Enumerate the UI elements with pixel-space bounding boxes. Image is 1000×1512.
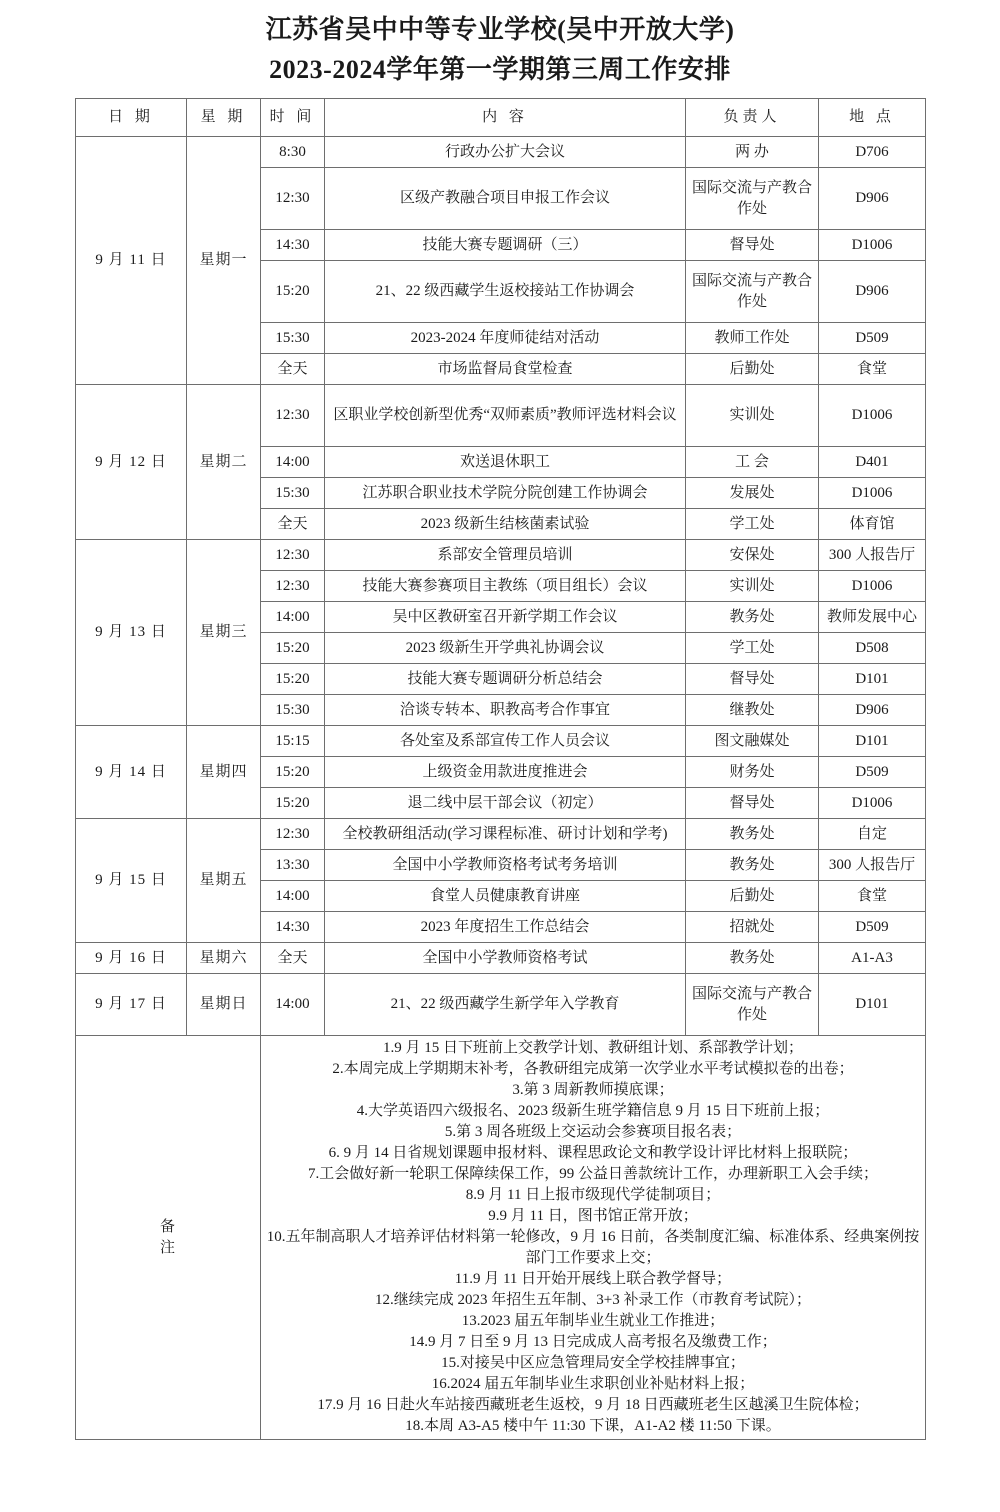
content-cell: 全国中小学教师资格考试考务培训: [325, 850, 686, 881]
responsible-cell: 督导处: [686, 788, 819, 819]
location-cell: D401: [819, 447, 926, 478]
time-cell: 12:30: [261, 571, 325, 602]
column-header-content: 内 容: [325, 99, 686, 137]
content-cell: 全校教研组活动(学习课程标准、研讨计划和学考): [325, 819, 686, 850]
location-cell: D906: [819, 695, 926, 726]
date-cell: 9 月 13 日: [76, 540, 187, 726]
note-item: 2.本周完成上学期期末补考，各教研组完成第一次学业水平考试模拟卷的出卷；: [332, 1061, 854, 1077]
responsible-cell: 招就处: [686, 912, 819, 943]
time-cell: 14:00: [261, 974, 325, 1036]
weekday-cell: 星期一: [187, 137, 261, 385]
content-cell: 市场监督局食堂检查: [325, 354, 686, 385]
weekday-cell: 星期六: [187, 943, 261, 974]
schedule-row: [76, 540, 926, 571]
column-header-time: 时 间: [261, 99, 325, 137]
content-cell: 技能大赛专题调研分析总结会: [325, 664, 686, 695]
schedule-row: [76, 726, 926, 757]
time-cell: 15:20: [261, 664, 325, 695]
time-cell: 14:00: [261, 602, 325, 633]
note-item: 16.2024 届五年制毕业生求职创业补贴材料上报；: [431, 1376, 755, 1392]
content-cell: 2023 级新生开学典礼协调会议: [325, 633, 686, 664]
column-header-location: 地 点: [819, 99, 926, 137]
location-cell: 300 人报告厅: [819, 850, 926, 881]
content-cell: 各处室及系部宣传工作人员会议: [325, 726, 686, 757]
column-header-date: 日 期: [76, 99, 187, 137]
content-cell: 全国中小学教师资格考试: [325, 943, 686, 974]
location-cell: D1006: [819, 571, 926, 602]
time-cell: 15:30: [261, 478, 325, 509]
schedule-row: [76, 819, 926, 850]
note-item: 14.9 月 7 日至 9 月 13 日完成成人高考报名及缴费工作；: [409, 1334, 777, 1350]
time-cell: 15:20: [261, 788, 325, 819]
note-item: 5.第 3 周各班级上交运动会参赛项目报名表；: [444, 1124, 742, 1140]
time-cell: 15:30: [261, 323, 325, 354]
note-item: 12.继续完成 2023 年招生五年制、3+3 补录工作（市教育考试院）；: [375, 1292, 811, 1308]
time-cell: 全天: [261, 354, 325, 385]
responsible-cell: 发展处: [686, 478, 819, 509]
location-cell: D101: [819, 974, 926, 1036]
weekday-cell: 星期日: [187, 974, 261, 1036]
content-cell: 技能大赛参赛项目主教练（项目组长）会议: [325, 571, 686, 602]
location-cell: D509: [819, 912, 926, 943]
location-cell: D509: [819, 323, 926, 354]
responsible-cell: 教务处: [686, 943, 819, 974]
weekly-schedule-table: [75, 98, 926, 1440]
responsible-cell: 督导处: [686, 664, 819, 695]
location-cell: D906: [819, 261, 926, 323]
responsible-cell: 教师工作处: [686, 323, 819, 354]
location-cell: 300 人报告厅: [819, 540, 926, 571]
responsible-cell: 实训处: [686, 385, 819, 447]
time-cell: 14:30: [261, 230, 325, 261]
responsible-cell: 继教处: [686, 695, 819, 726]
responsible-cell: 教务处: [686, 850, 819, 881]
column-header-responsible: 负责人: [686, 99, 819, 137]
time-cell: 全天: [261, 943, 325, 974]
time-cell: 15:15: [261, 726, 325, 757]
location-cell: D101: [819, 726, 926, 757]
location-cell: D906: [819, 168, 926, 230]
location-cell: D1006: [819, 385, 926, 447]
content-cell: 洽谈专转本、职教高考合作事宜: [325, 695, 686, 726]
responsible-cell: 国际交流与产教合作处: [686, 168, 819, 230]
content-cell: 2023-2024 年度师徒结对活动: [325, 323, 686, 354]
content-cell: 2023 级新生结核菌素试验: [325, 509, 686, 540]
schedule-subject-title: 2023-2024学年第一学期第三周工作安排: [269, 55, 731, 84]
content-cell: 欢送退休职工: [325, 447, 686, 478]
note-item: 7.工会做好新一轮职工保障续保工作，99 公益日善款统计工作，办理新职工入会手续；: [307, 1166, 878, 1182]
content-cell: 行政办公扩大会议: [325, 137, 686, 168]
content-cell: 江苏职合职业技术学院分院创建工作协调会: [325, 478, 686, 509]
notes-label-char-1: 备: [159, 1218, 176, 1235]
location-cell: D101: [819, 664, 926, 695]
time-cell: 15:20: [261, 757, 325, 788]
weekday-cell: 星期三: [187, 540, 261, 726]
responsible-cell: 学工处: [686, 633, 819, 664]
content-cell: 区职业学校创新型优秀“双师素质”教师评选材料会议: [325, 385, 686, 447]
location-cell: D1006: [819, 788, 926, 819]
location-cell: D508: [819, 633, 926, 664]
note-item: 11.9 月 11 日开始开展线上联合教学督导；: [454, 1271, 732, 1287]
schedule-row: [76, 137, 926, 168]
note-item: 4.大学英语四六级报名、2023 级新生班学籍信息 9 月 15 日下班前上报；: [356, 1103, 830, 1119]
schedule-row: [76, 943, 926, 974]
content-cell: 退二线中层干部会议（初定）: [325, 788, 686, 819]
time-cell: 全天: [261, 509, 325, 540]
note-item: 8.9 月 11 日上报市级现代学徒制项目；: [465, 1187, 721, 1203]
notes-label-char-2: 注: [159, 1239, 176, 1256]
content-cell: 技能大赛专题调研（三）: [325, 230, 686, 261]
location-cell: D1006: [819, 478, 926, 509]
responsible-cell: 图文融媒处: [686, 726, 819, 757]
responsible-cell: 国际交流与产教合作处: [686, 974, 819, 1036]
time-cell: 12:30: [261, 168, 325, 230]
content-cell: 21、22 级西藏学生新学年入学教育: [325, 974, 686, 1036]
location-cell: 体育馆: [819, 509, 926, 540]
date-cell: 9 月 11 日: [76, 137, 187, 385]
date-cell: 9 月 12 日: [76, 385, 187, 540]
time-cell: 14:00: [261, 447, 325, 478]
time-cell: 12:30: [261, 540, 325, 571]
responsible-cell: 两 办: [686, 137, 819, 168]
responsible-cell: 督导处: [686, 230, 819, 261]
time-cell: 12:30: [261, 819, 325, 850]
responsible-cell: 教务处: [686, 819, 819, 850]
content-cell: 上级资金用款进度推进会: [325, 757, 686, 788]
note-item: 10.五年制高职人才培养评估材料第一轮修改，9 月 16 日前，各类制度汇编、标准体系、经典案例按部门工作要求上交；: [266, 1229, 920, 1266]
notes-body: [261, 1036, 926, 1440]
content-cell: 2023 年度招生工作总结会: [325, 912, 686, 943]
school-name-title: 江苏省吴中中等专业学校(吴中开放大学): [265, 15, 735, 44]
responsible-cell: 实训处: [686, 571, 819, 602]
weekday-cell: 星期四: [187, 726, 261, 819]
document-title-block: [0, 0, 1000, 90]
location-cell: 食堂: [819, 354, 926, 385]
content-cell: 食堂人员健康教育讲座: [325, 881, 686, 912]
time-cell: 15:20: [261, 633, 325, 664]
date-cell: 9 月 15 日: [76, 819, 187, 943]
time-cell: 12:30: [261, 385, 325, 447]
content-cell: 吴中区教研室召开新学期工作会议: [325, 602, 686, 633]
schedule-table-wrapper: [75, 98, 925, 1440]
note-item: 15.对接吴中区应急管理局安全学校挂牌事宜；: [441, 1355, 745, 1371]
location-cell: 自定: [819, 819, 926, 850]
location-cell: D706: [819, 137, 926, 168]
responsible-cell: 财务处: [686, 757, 819, 788]
table-header-row: [76, 99, 926, 137]
time-cell: 8:30: [261, 137, 325, 168]
time-cell: 14:00: [261, 881, 325, 912]
note-item: 13.2023 届五年制毕业生就业工作推进；: [461, 1313, 725, 1329]
date-cell: 9 月 14 日: [76, 726, 187, 819]
weekday-cell: 星期二: [187, 385, 261, 540]
location-cell: D509: [819, 757, 926, 788]
weekday-cell: 星期五: [187, 819, 261, 943]
responsible-cell: 后勤处: [686, 881, 819, 912]
schedule-row: [76, 974, 926, 1036]
note-item: 17.9 月 16 日赴火车站接西藏班老生返校，9 月 18 日西藏班老生区越溪卫生院体检；: [317, 1397, 869, 1413]
schedule-row: [76, 385, 926, 447]
responsible-cell: 国际交流与产教合作处: [686, 261, 819, 323]
note-item: 1.9 月 15 日下班前上交教学计划、教研组计划、系部教学计划；: [382, 1040, 803, 1056]
responsible-cell: 工 会: [686, 447, 819, 478]
location-cell: D1006: [819, 230, 926, 261]
notes-label: [76, 1036, 261, 1440]
responsible-cell: 教务处: [686, 602, 819, 633]
date-cell: 9 月 16 日: [76, 943, 187, 974]
note-item: 9.9 月 11 日，图书馆正常开放；: [488, 1208, 698, 1224]
notes-row: [76, 1036, 926, 1440]
time-cell: 13:30: [261, 850, 325, 881]
time-cell: 14:30: [261, 912, 325, 943]
content-cell: 21、22 级西藏学生返校接站工作协调会: [325, 261, 686, 323]
responsible-cell: 安保处: [686, 540, 819, 571]
note-item: 3.第 3 周新教师摸底课；: [512, 1082, 674, 1098]
note-item: 18.本周 A3-A5 楼中午 11:30 下课，A1-A2 楼 11:50 下课。: [405, 1418, 781, 1434]
responsible-cell: 后勤处: [686, 354, 819, 385]
responsible-cell: 学工处: [686, 509, 819, 540]
time-cell: 15:30: [261, 695, 325, 726]
note-item: 6. 9 月 14 日省规划课题申报材料、课程思政论文和教学设计评比材料上报联院；: [328, 1145, 858, 1161]
column-header-weekday: 星 期: [187, 99, 261, 137]
date-cell: 9 月 17 日: [76, 974, 187, 1036]
location-cell: 食堂: [819, 881, 926, 912]
location-cell: A1-A3: [819, 943, 926, 974]
content-cell: 系部安全管理员培训: [325, 540, 686, 571]
location-cell: 教师发展中心: [819, 602, 926, 633]
time-cell: 15:20: [261, 261, 325, 323]
content-cell: 区级产教融合项目申报工作会议: [325, 168, 686, 230]
